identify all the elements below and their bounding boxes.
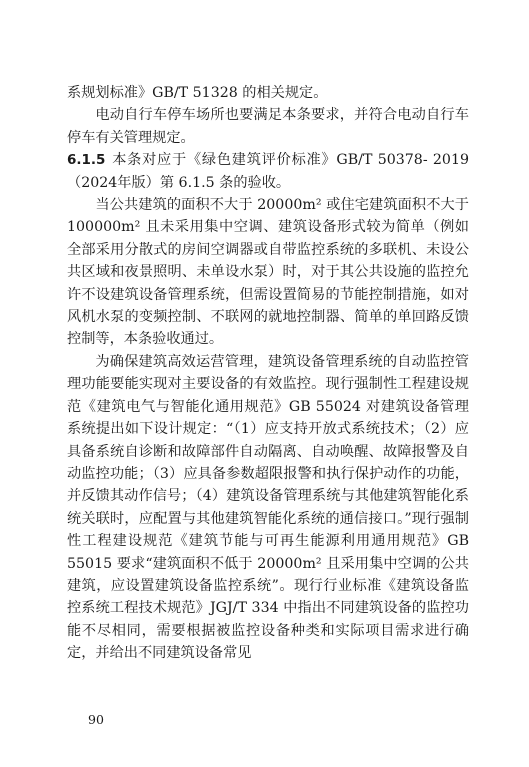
- page-number: 90: [88, 712, 104, 727]
- paragraph-building-management-system: [67, 351, 469, 665]
- paragraph-public-building-area: [67, 194, 469, 351]
- paragraph-ebike-parking: [67, 104, 469, 149]
- paragraph-text: 为确保建筑高效运营管理，建筑设备管理系统的自动监控管理功能要能实现对主要设备的有效监控。现行强制性工程建设规范《建筑电气与智能化通用规范》GB 55024 对建筑设备管理系统提出如下设计规定：“（1）应支持开放式系统技术；（2）应具备系统自诊断和故障部件自动隔离、自动唤醒、故障报警及自动监控功能；（3）应具备参数超限报警和执行保护动作的功能，并反馈其动作信号；（4）建筑设备管理系统与其他建筑智能化系统关联时，应配置与其他建筑智能化系统的通信接口。”现行强制性工程建设规范《建筑节能与可再生能源利用通用规范》GB 55015 要求“建筑面积不低于 20000m² 且采用集中空调的公共建筑，应设置建筑设备监控系统”。现行行业标准《建筑设备监控系统工程技术规范》JGJ/T 334 中指出不同建筑设备的监控功能不尽相同，需要根据被监控设备种类和实际项目需求进行确定，并给出不同建筑设备常见: [67, 353, 469, 662]
- section-number: 6.1.5: [67, 152, 106, 169]
- paragraph-text: 系规划标准》GB/T 51328 的相关规定。: [67, 85, 328, 101]
- paragraph-text: 本条对应于《绿色建筑评价标准》GB/T 50378- 2019（2024年版）第 6.1.5 条的验收。: [67, 152, 469, 191]
- body-text: [67, 82, 469, 665]
- paragraph-continuation: [67, 82, 469, 104]
- paragraph-section-6-1-5: [67, 149, 469, 194]
- paragraph-text: 当公共建筑的面积不大于 20000m² 或住宅建筑面积不大于100000m² 且未采用集中空调、建筑设备形式较为简单（例如全部采用分散式的房间空调器或自带监控系统的多联机、未设公共区域和夜景照明、未单设水泵）时，对于其公共设施的监控允许不设建筑设备管理系统，但需设置简易的节能控制措施，如对风机水泵的变频控制、不联网的就地控制器、简单的单回路反馈控制等，本条验收通过。: [67, 197, 469, 348]
- paragraph-text: 电动自行车停车场所也要满足本条要求，并符合电动自行车停车有关管理规定。: [67, 107, 469, 146]
